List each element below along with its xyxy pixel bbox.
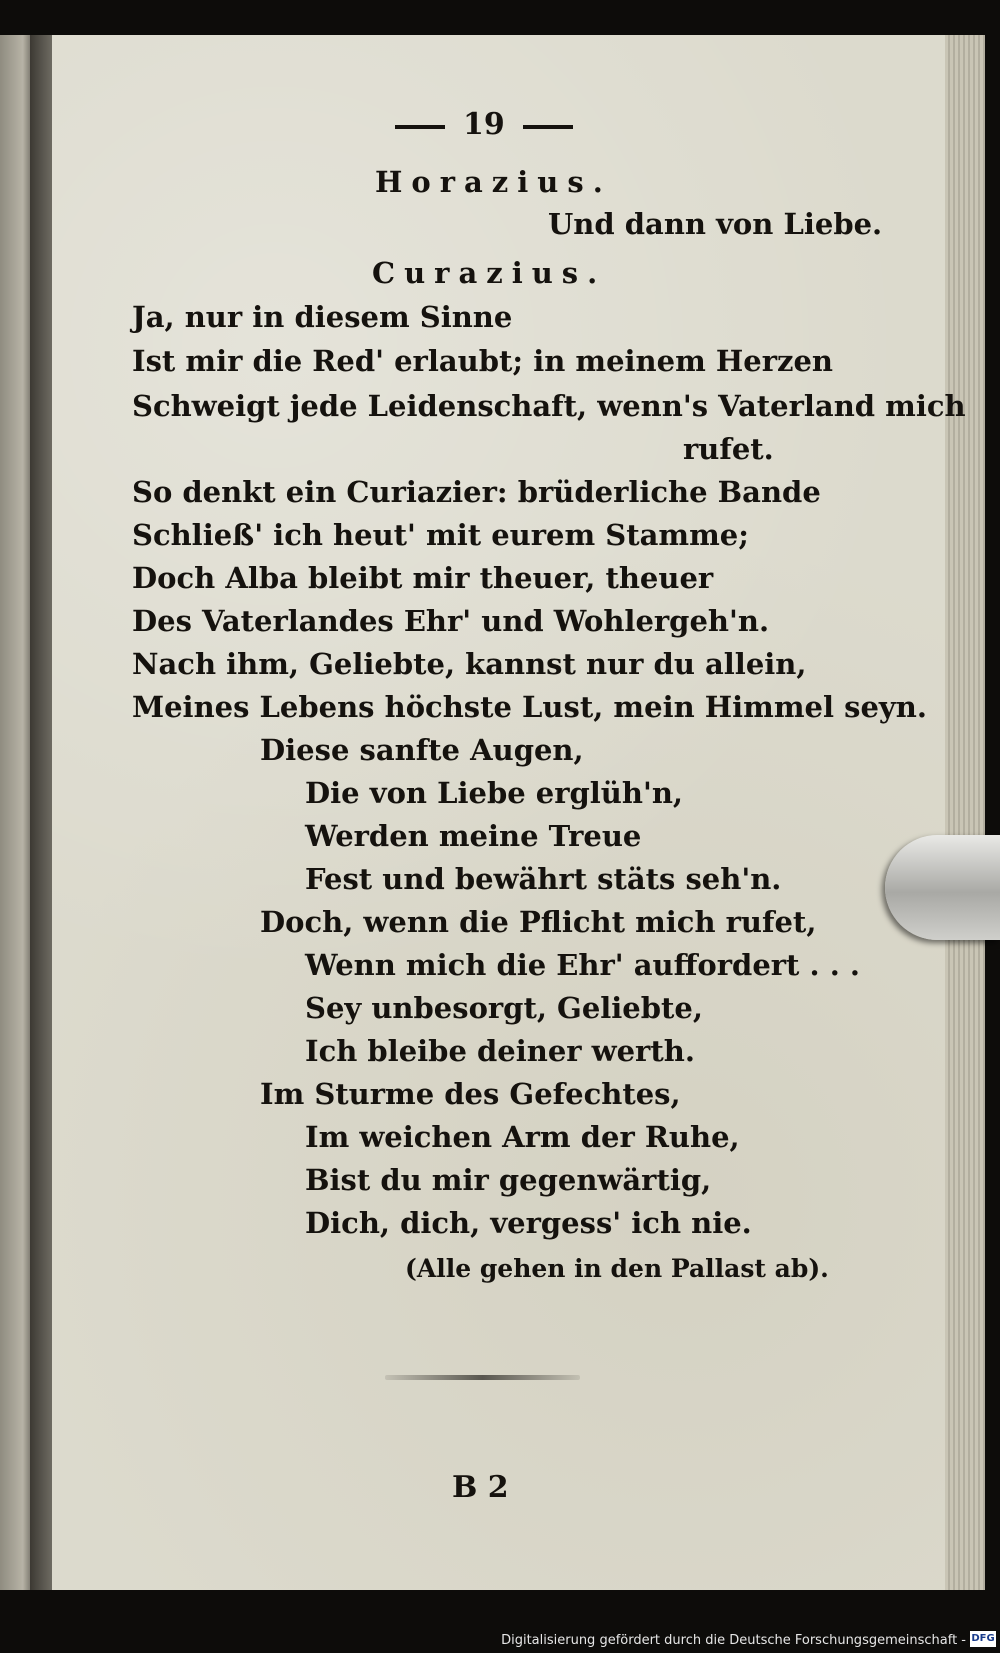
dfg-logo-icon: DFG xyxy=(970,1631,996,1647)
verse-line: Dich, dich, vergess' ich nie. xyxy=(305,1206,752,1240)
header-dash-right xyxy=(523,125,573,129)
verse-line: Werden meine Treue xyxy=(305,819,642,853)
verse-line: Und dann von Liebe. xyxy=(548,207,883,241)
verse-line: Ist mir die Red' erlaubt; in meinem Herzen xyxy=(132,344,833,378)
header-dash-left xyxy=(395,125,445,129)
verse-line: Fest und bewährt stäts seh'n. xyxy=(305,862,782,896)
verse-line: Diese sanfte Augen, xyxy=(260,733,584,767)
verse-line: Des Vaterlandes Ehr' und Wohlergeh'n. xyxy=(132,604,770,638)
verse-line: Im Sturme des Gefechtes, xyxy=(260,1077,681,1111)
section-divider xyxy=(385,1375,580,1380)
verse-line: Die von Liebe erglüh'n, xyxy=(305,776,684,810)
verse-line: Ich bleibe deiner werth. xyxy=(305,1034,695,1068)
verse-line: Bist du mir gegenwärtig, xyxy=(305,1163,712,1197)
verse-line: So denkt ein Curiazier: brüderliche Bande xyxy=(132,475,821,509)
verse-line: Meines Lebens höchste Lust, mein Himmel seyn. xyxy=(132,690,927,724)
footer-credit: Digitalisierung gefördert durch die Deutsche Forschungsgemeinschaft - xyxy=(501,1633,966,1648)
speaker-horazius: Horazius. xyxy=(375,165,612,199)
speaker-curazius: Curazius. xyxy=(372,256,607,290)
verse-line: Wenn mich die Ehr' auffordert . . . xyxy=(305,948,861,982)
verse-line: Schließ' ich heut' mit eurem Stamme; xyxy=(132,518,749,552)
verse-line: rufet. xyxy=(683,432,774,466)
verse-line: Ja, nur in diesem Sinne xyxy=(132,300,513,334)
verse-line: Doch, wenn die Pflicht mich rufet, xyxy=(260,905,817,939)
verse-line: Nach ihm, Geliebte, kannst nur du allein, xyxy=(132,647,807,681)
verse-line: Sey unbesorgt, Geliebte, xyxy=(305,991,703,1025)
verse-line: Doch Alba bleibt mir theuer, theuer xyxy=(132,561,714,595)
book-gutter xyxy=(30,35,52,1590)
page-number: 19 xyxy=(463,107,505,142)
verse-line: Im weichen Arm der Ruhe, xyxy=(305,1120,740,1154)
page-stack-edge xyxy=(945,35,985,1590)
page-clip xyxy=(885,835,1000,940)
stage-direction: (Alle gehen in den Pallast ab). xyxy=(405,1254,829,1283)
signature-mark: B 2 xyxy=(452,1470,509,1505)
verse-line: Schweigt jede Leidenschaft, wenn's Vaterland mich xyxy=(132,389,966,423)
page-header xyxy=(395,107,575,147)
